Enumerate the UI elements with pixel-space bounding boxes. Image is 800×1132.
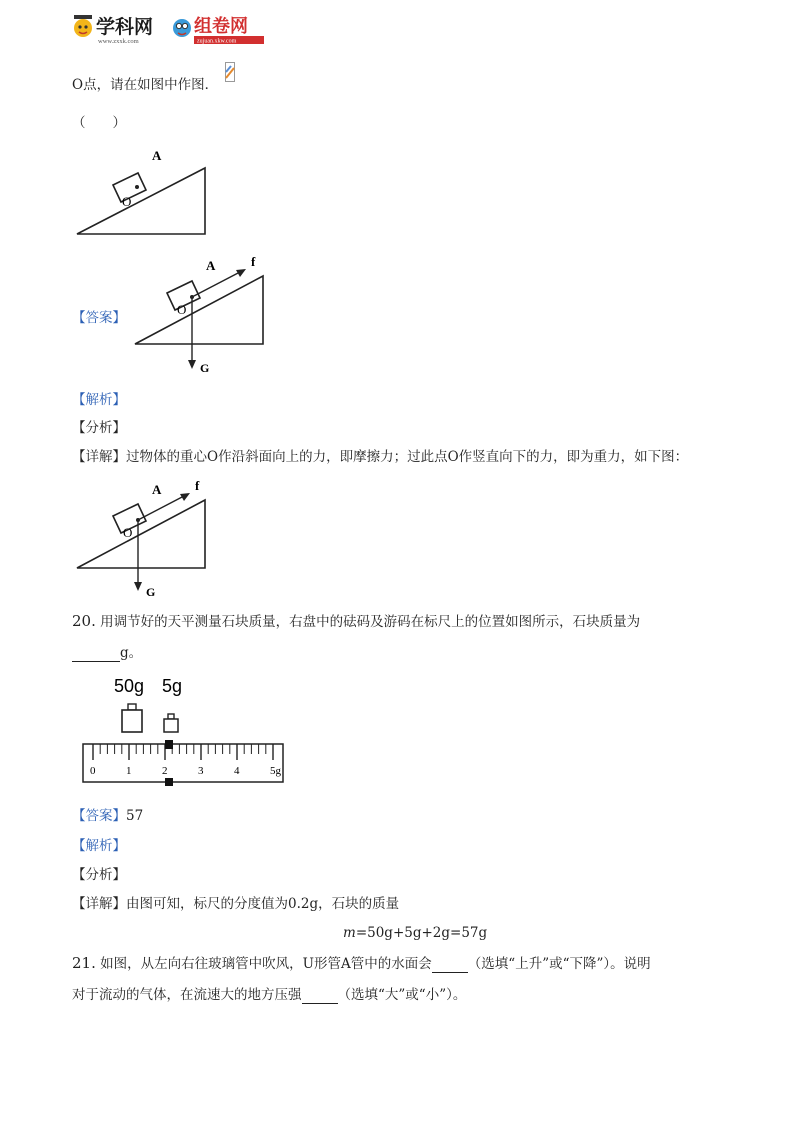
header-logos <box>72 10 272 46</box>
weight-50g-icon <box>122 704 142 732</box>
q19-figure <box>72 146 222 238</box>
q21-line1 <box>72 954 651 973</box>
q21-line2 <box>72 986 466 1004</box>
inline-image-icon <box>225 62 235 82</box>
gravity-arrowhead-icon <box>134 582 142 591</box>
logo2-text: 组卷网 <box>194 16 248 36</box>
q21-line2b: （选填“大”或“小”）。 <box>337 987 467 1003</box>
gravity-arrowhead-icon <box>188 360 196 369</box>
mascot-head-icon <box>74 19 92 37</box>
q21-line1b: （选填“上升”或“下降”）。说明 <box>467 956 651 972</box>
det-label-g: G <box>146 585 156 599</box>
q20-unit: g。 <box>120 645 143 661</box>
q20-answer-tag: 【答案】 <box>72 808 126 824</box>
scale <box>83 740 283 786</box>
q21-number: 21. <box>72 954 96 972</box>
formula-rest: =50g+5g+2g=57g <box>355 925 488 941</box>
incline <box>135 276 263 344</box>
center-dot <box>135 185 139 189</box>
q19-detail <box>72 448 688 466</box>
scale-label: 1 <box>126 765 132 777</box>
logo1-sub: www.zxxk.com <box>98 38 139 45</box>
q21-line2a: 对于流动的气体，在流速大的地方压强 <box>72 987 302 1003</box>
q19-detail-text: 过物体的重心O作沿斜面向上的力，即摩擦力；过此点O作竖直向下的力，即为重力，如下图： <box>126 449 689 465</box>
ans-label-o: O <box>177 302 187 317</box>
logo1-text: 学科网 <box>96 17 154 38</box>
scale-label: 0 <box>90 765 96 777</box>
q20-answer-value: 57 <box>126 808 144 824</box>
det-label-f: f <box>195 478 200 493</box>
scale-label: 2 <box>162 765 168 777</box>
weight-5g-icon <box>164 714 178 732</box>
q20-fenxi-tag: 【分析】 <box>72 867 126 883</box>
q20-formula <box>343 924 487 942</box>
ans-label-a: A <box>206 258 216 273</box>
q20-detail <box>72 895 399 913</box>
q19-line1-text: O点，请在如图中作图． <box>72 77 219 93</box>
fig-label-o: O <box>122 194 132 209</box>
q19-paren: （ ） <box>72 115 126 131</box>
logo-zujuanwang <box>172 10 272 46</box>
mascot-cap-icon <box>74 15 92 19</box>
q20-blank-line <box>72 644 142 662</box>
q19-fenxi-tag: 【分析】 <box>72 420 126 436</box>
q19-line1 <box>72 76 218 94</box>
q19-detail-tag: 【详解】 <box>72 449 126 465</box>
scale-label: 3 <box>198 765 204 777</box>
logo-xuekewang <box>72 10 164 46</box>
logo2-sub: zujuan.xkw.com <box>197 38 237 45</box>
q20-detail-tag: 【详解】 <box>72 896 126 912</box>
q20-stem-text: 用调节好的天平测量石块质量，右盘中的砝码及游码在标尺上的位置如图所示，石块质量为 <box>100 614 641 630</box>
q20-answer <box>72 807 143 825</box>
q19-analysis-tag: 【解析】 <box>72 392 126 408</box>
ans-label-g: G <box>200 361 210 375</box>
weight2-label: 5g <box>162 676 183 696</box>
det-label-a: A <box>152 482 162 497</box>
rider-top-icon[interactable] <box>165 740 173 749</box>
q21-blank-2[interactable] <box>302 988 338 1004</box>
friction-arrow <box>138 496 184 520</box>
q20-analysis-tag: 【解析】 <box>72 838 126 854</box>
q19-answer-figure <box>130 252 270 377</box>
friction-arrow <box>192 272 240 297</box>
scale-label: 5g <box>270 765 281 777</box>
q19-detail-figure <box>72 476 222 601</box>
q20-number: 20. <box>72 612 96 630</box>
q21-blank-1[interactable] <box>432 957 468 973</box>
scale-label: 4 <box>234 765 240 777</box>
det-label-o: O <box>123 525 133 540</box>
q19-answer-tag: 【答案】 <box>72 310 126 326</box>
formula-variable: m <box>343 925 356 941</box>
q20-detail-text: 由图可知，标尺的分度值为0.2g，石块的质量 <box>126 896 400 912</box>
rider-bottom-icon <box>165 778 173 786</box>
fig-label-a: A <box>152 148 162 163</box>
ans-label-f: f <box>251 254 256 269</box>
q20-answer-blank[interactable] <box>72 645 120 662</box>
q21-line1a: 如图，从左向右往玻璃管中吹风，U形管A管中的水面会 <box>100 956 432 972</box>
q20-balance-figure <box>78 672 298 787</box>
q20-stem <box>72 612 640 631</box>
weight1-label: 50g <box>114 676 145 696</box>
